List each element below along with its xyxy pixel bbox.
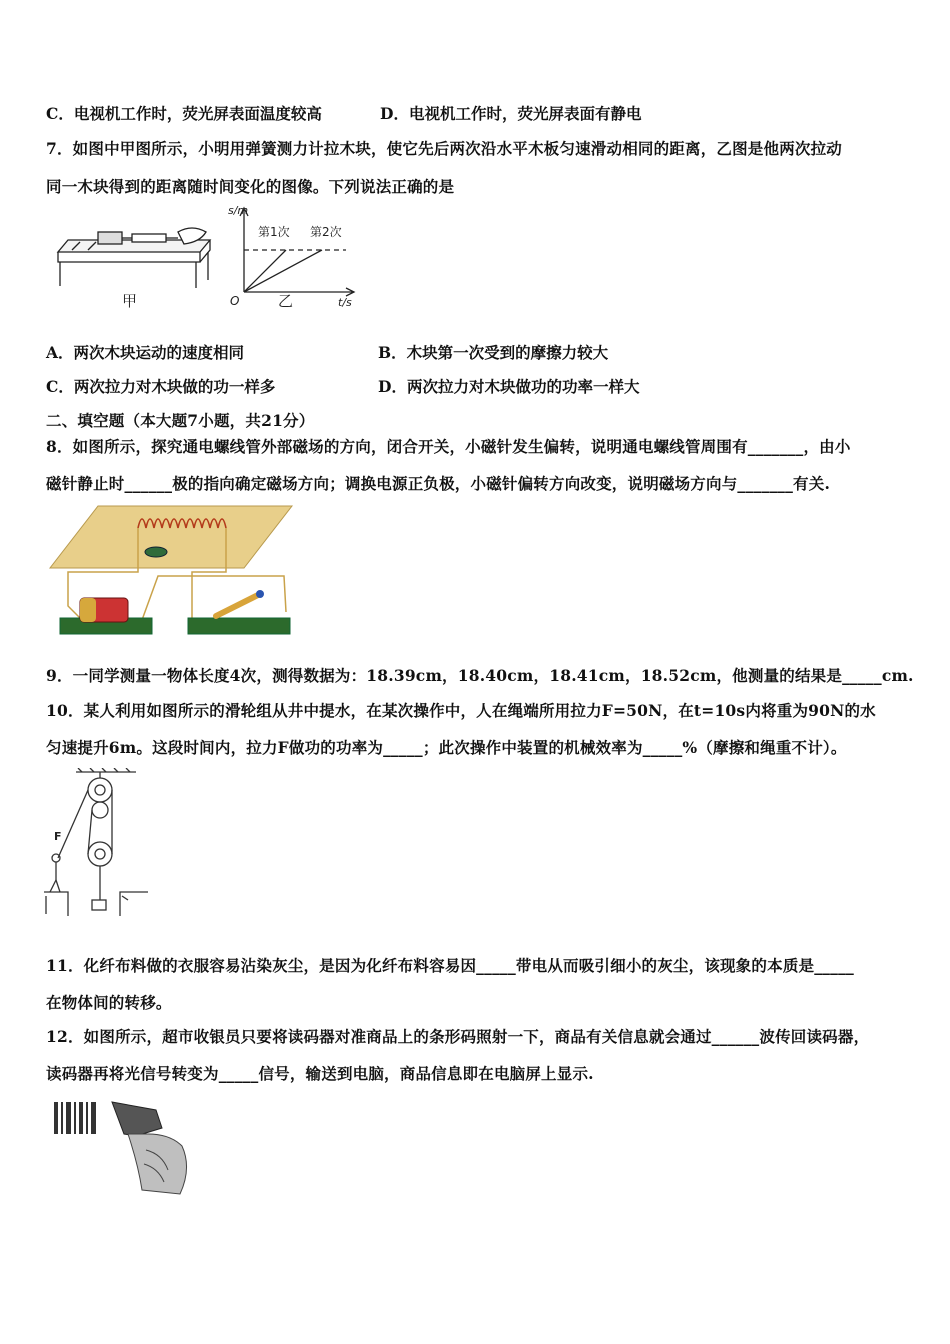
q7-graph-yi: [228, 202, 363, 310]
well-right-wall: [120, 892, 148, 916]
q7-option-c: C．两次拉力对木块做的功一样多: [46, 377, 276, 396]
graph-ylabel: s/m: [228, 204, 249, 217]
graph-origin: O: [230, 294, 240, 308]
q7-option-b: B．木块第一次受到的摩擦力较大: [378, 343, 609, 362]
graph-label-yi: 乙: [278, 292, 294, 310]
movable-pulley-lower: [88, 842, 112, 866]
q7-option-d: D．两次拉力对木块做功的功率一样大: [378, 377, 640, 396]
q12-stem-line1: 12．如图所示，超市收银员只要将读码器对准商品上的条形码照射一下，商品有关信息就会通过______波传回读码器，: [46, 1027, 870, 1046]
switch-base: [188, 618, 290, 634]
graph-legend-2: 第2次: [310, 225, 342, 239]
q11-stem-line1: 11．化纤布料做的衣服容易沾染灰尘，是因为化纤布料容易因_____带电从而吸引细小的灰尘，该现象的本质是_____: [46, 956, 854, 975]
fixed-pulley-outer: [88, 778, 112, 802]
q11-stem-line2: 在物体间的转移。: [46, 993, 172, 1012]
q9-stem: 9．一同学测量一物体长度4次，测得数据为：18.39cm，18.40cm，18.41cm，18.52cm，他测量的结果是_____cm.: [46, 666, 914, 685]
q7-option-a: A．两次木块运动的速度相同: [46, 343, 245, 362]
rope-to-hand: [58, 790, 88, 858]
barcode: [54, 1102, 96, 1134]
q8-stem-line1: 8．如图所示，探究通电螺线管外部磁场的方向，闭合开关，小磁针发生偏转，说明通电螺线管周围有_______，由小: [46, 437, 851, 456]
switch-handle: [256, 590, 264, 598]
q7-stem-line1: 7．如图中甲图所示，小明用弹簧测力计拉木块，使它先后两次沿水平木板匀速滑动相同的距离，乙图是他两次拉动: [46, 139, 842, 158]
graph-legend-1: 第1次: [258, 225, 290, 239]
q6-option-d: D．电视机工作时，荧光屏表面有静电: [380, 104, 642, 123]
q10-figure-pulley: [44, 768, 154, 920]
hand: [128, 1134, 187, 1194]
series-1-line: [244, 250, 286, 292]
q7-stem-line2: 同一木块得到的距离随时间变化的图像。下列说法正确的是: [46, 177, 455, 196]
q12-stem-line2: 读码器再将光信号转变为_____信号，输送到电脑，商品信息即在电脑屏上显示.: [46, 1064, 594, 1083]
q7-figure-jia-label: 甲: [122, 292, 138, 310]
well-left-wall: [44, 892, 68, 916]
water-bucket: [92, 900, 106, 910]
q12-figure-barcode-scanner: [46, 1094, 201, 1200]
series-2-line: [244, 250, 322, 292]
q8-stem-line2: 磁针静止时______极的指向确定磁场方向；调换电源正负极，小磁针偏转方向改变，说明磁场方向与_______有关.: [46, 474, 831, 493]
section-2-title: 二、填空题（本大题7小题，共21分）: [46, 411, 315, 430]
q6-option-c: C．电视机工作时，荧光屏表面温度较高: [46, 104, 322, 123]
compass-needle: [145, 547, 167, 557]
movable-pulley-upper: [92, 802, 108, 818]
q10-stem-line1: 10．某人利用如图所示的滑轮组从井中提水，在某次操作中，人在绳端所用拉力F=50N，在t=10s内将重为90N的水: [46, 701, 876, 720]
q7-figure-jia: [50, 210, 220, 310]
q8-figure-solenoid-circuit: [46, 502, 296, 642]
battery-terminal: [80, 598, 96, 622]
switch-lever: [216, 594, 260, 616]
graph-xlabel: t/s: [338, 296, 352, 309]
q10-stem-line2: 匀速提升6m。这段时间内，拉力F做功的功率为_____；此次操作中装置的机械效率为_____%（摩擦和绳重不计）。: [46, 738, 847, 757]
scanner-head: [112, 1102, 162, 1136]
force-label-f: F: [54, 830, 62, 843]
